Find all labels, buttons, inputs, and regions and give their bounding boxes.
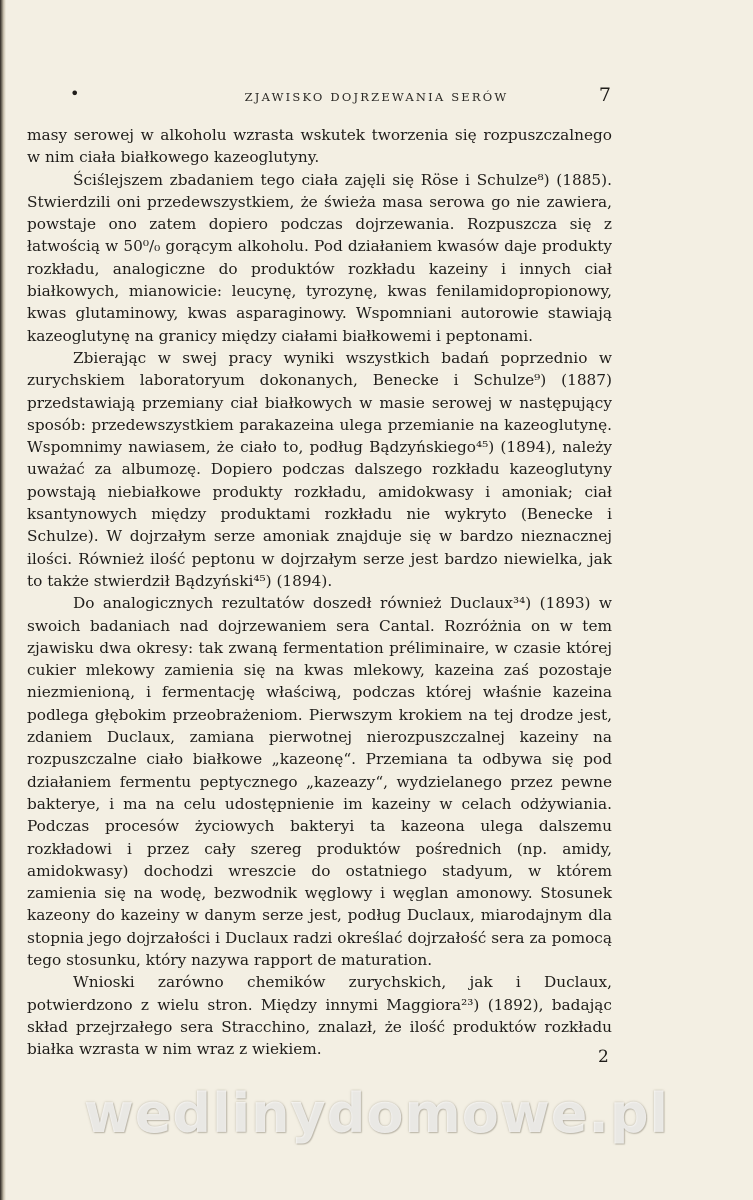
page-number: 7 [598,84,611,106]
paragraph-4: Do analogicznych rezultatów doszedł również Duclaux³⁴) (1893) w swoich badaniach nad dojrzewaniem sera Cantal. Rozróżnia on w tem zjawisku dwa okresy: tak zwaną fermentation préliminaire, w czasie której cukier mlekowy zamienia się na kwas mlekowy, kazeina zaś pozostaje niezmienioną, i fermentację właściwą, podczas której właśnie kazeina podlega głębokim przeobrażeniom. Pierwszym krokiem na tej drodze jest, zdaniem Duclaux, zamiana pierwotnej nierozpuszczalnej kazeiny na rozpuszczalne ciało białkowe „kazeonę“. Przemiana ta odbywa się pod działaniem fermentu peptycznego „kazeazy“, wydzielanego przez pewne bakterye, i ma na celu udostępnienie im kazeiny w celach odżywiania. Podczas procesów życiowych bakteryi ta kazeona ulega dalszemu rozkładowi i przez cały szereg produktów pośrednich (np. amidy, amidokwasy) dochodzi wreszcie do ostatniego stadyum, w którem zamienia się na wodę, bezwodnik węglowy i węglan amonowy. Stosunek kazeony do kazeiny w danym serze jest, podług Duclaux, miarodajnym dla stopnia jego dojrzałości i Duclaux radzi określać dojrzałość sera za pomocą tego stosunku, który nazywa rapport de maturation. [27,594,612,969]
page-binding-edge [0,0,6,1200]
watermark: wedlinydomowe.pl [83,1082,670,1145]
header-dot: • [70,84,80,103]
body-text [27,124,612,1060]
paragraph-2: Ściślejszem zbadaniem tego ciała zajęli się Röse i Schulze⁸) (1885). Stwierdzili oni przedewszystkiem, że świeża masa serowa go nie zawiera, powstaje ono zatem dopiero podczas dojrzewania. Rozpuszcza się z łatwością w 50⁰/₀ gorącym alkoholu. Pod działaniem kwasów daje produkty rozkładu, analogiczne do produktów rozkładu kazeiny i innych ciał białkowych, mianowicie: leucynę, tyrozynę, kwas fenilamidopropionowy, kwas glutaminowy, kwas asparaginowy. Wspomniani autorowie stawiają kazeoglutynę na granicy między ciałami białkowemi i peptonami. [27,170,612,345]
paragraph-3: Zbierając w swej pracy wyniki wszystkich badań poprzednio w zurychskiem laboratoryum dokonanych, Benecke i Schulze⁹) (1887) przedstawiają przemiany ciał białkowych w masie serowej w następujący sposób: przedewszystkiem parakazeina ulega przemianie na kazeoglutynę. Wspomnimy nawiasem, że ciało to, podług Bądzyńskiego⁴⁵) (1894), należy uważać za albumozę. Dopiero podczas dalszego rozkładu kazeoglutyny powstają niebiałkowe produkty rozkładu, amidokwasy i amoniak; ciał ksantynowych między produktami rozkładu nie wykryto (Benecke i Schulze). W dojrzałym serze amoniak znajduje się w bardzo nieznacznej ilości. Również ilość peptonu w dojrzałym serze jest bardzo niewielka, jak to także stwierdził Bądzyński⁴⁵) (1894). [27,348,612,590]
signature-number: 2 [598,1047,609,1067]
running-header [0,84,753,108]
paragraph-5: Wnioski zarówno chemików zurychskich, jak i Duclaux, potwierdzono z wielu stron. Między innymi Maggiora²³) (1892), badając skład przejrzałego sera Stracchino, znalazł, że ilość produktów rozkładu białka wzrasta w nim wraz z wiekiem. [27,973,612,1059]
paragraph-1: masy serowej w alkoholu wzrasta wskutek tworzenia się rozpuszczalnego w nim ciała białkowego kazeoglutyny. [27,126,612,167]
running-title: ZJAWISKO DOJRZEWANIA SERÓW [244,90,509,104]
